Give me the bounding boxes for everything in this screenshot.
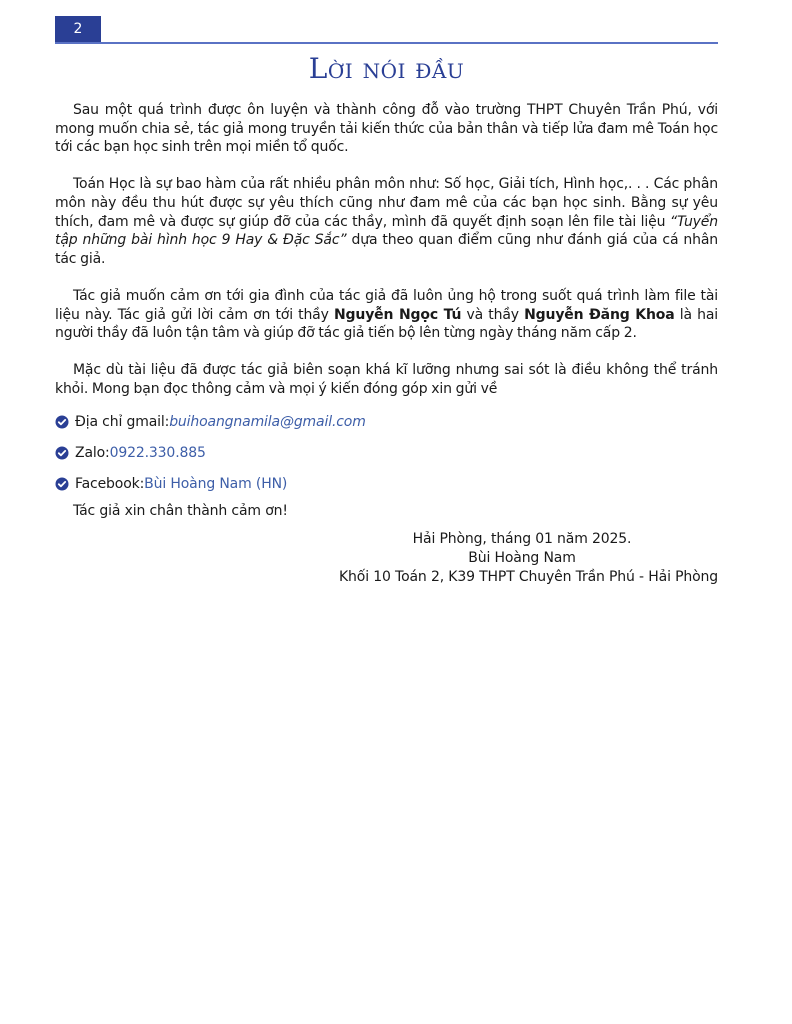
teacher-name-2: Nguyễn Đăng Khoa [524, 306, 675, 323]
paragraph-feedback-text: Mặc dù tài liệu đã được tác giả biên soạn khá kĩ lưỡng nhưng sai sót là điều không thể tránh khỏi. Mong bạn đọc thông cảm và mọi ý kiến đóng góp xin gửi về [55, 362, 718, 397]
document-title-quote: “Tuyển tập những bài hình học 9 Hay & Đặc Sắc” [55, 213, 718, 249]
paragraph-intro-text: Sau một quá trình được ôn luyện và thành công đỗ vào trường THPT Chuyên Trần Phú, với mong muốn chia sẻ, tác giả mong truyền tải kiến thức của bản thân và tiếp lửa đam mê Toán học tới các bạn học sinh trên mọi miền tổ quốc. [55, 102, 718, 156]
facebook-link[interactable]: Bùi Hoàng Nam (HN) [144, 475, 288, 492]
zalo-link[interactable]: 0922.330.885 [109, 444, 206, 461]
gmail-label: Địa chỉ gmail: [75, 413, 170, 430]
page-header [55, 16, 718, 44]
paragraph-feedback [55, 361, 718, 398]
signature-date-line [55, 530, 718, 549]
teacher-name-1: Nguyễn Ngọc Tú [333, 306, 462, 323]
contact-list [55, 407, 718, 500]
signature-author-line [55, 549, 718, 568]
contact-facebook [55, 469, 718, 500]
paragraph-thanks-start: Tác giả muốn cảm ơn tới gia đình của tác giả đã luôn ủng hộ trong suốt quá trình làm file tài liệu này. Tác giả gửi lời cảm ơn tới thầy [55, 287, 718, 323]
preface-content [55, 101, 718, 587]
thanks-line: Tác giả xin chân thành cảm ơn! [73, 502, 288, 519]
gmail-link[interactable]: buihoangnamila@gmail.com [169, 413, 366, 430]
check-circle-icon [55, 446, 69, 460]
signature-affiliation: Khối 10 Toán 2, K39 THPT Chuyên Trần Phú - Hải Phòng [339, 568, 718, 585]
paragraph-thanks-family [55, 287, 718, 343]
check-circle-icon [55, 415, 69, 429]
check-circle-icon [55, 477, 69, 491]
paragraph-thanks-end: là hai người thầy đã luôn tận tâm và giúp đỡ tác giả tiến bộ lên từng ngày tháng năm cấp 2. [55, 306, 718, 342]
page-number: 2 [55, 16, 101, 42]
paragraph-math-start: Toán Học là sự bao hàm của rất nhiều phân môn như: Số học, Giải tích, Hình học,. . . Các phân môn này đều thu hút được sự yêu thích cũng như đam mê của các bạn học sinh. Bằng sự yêu thích, đam mê và được sự giúp đỡ của các thầy, mình đã quyết định soạn lên file tài liệu [55, 176, 718, 230]
signature-place-date: Hải Phòng, tháng 01 năm 2025. [412, 530, 632, 547]
paragraph-thanks-middle: và thầy [461, 306, 525, 323]
signature-affiliation-line [55, 568, 718, 587]
paragraph-intro [55, 101, 718, 157]
facebook-label: Facebook: [75, 475, 145, 492]
signature-block [55, 530, 718, 587]
paragraph-math-end: dựa theo quan điểm cũng như đánh giá của cá nhân tác giả. [55, 232, 718, 267]
zalo-label: Zalo: [75, 444, 110, 461]
contact-gmail [55, 407, 718, 438]
contact-zalo [55, 438, 718, 469]
signature-author: Bùi Hoàng Nam [468, 549, 576, 566]
paragraph-math [55, 175, 718, 268]
page-title: Lời nói đầu [308, 52, 465, 85]
header-rule [55, 42, 718, 44]
